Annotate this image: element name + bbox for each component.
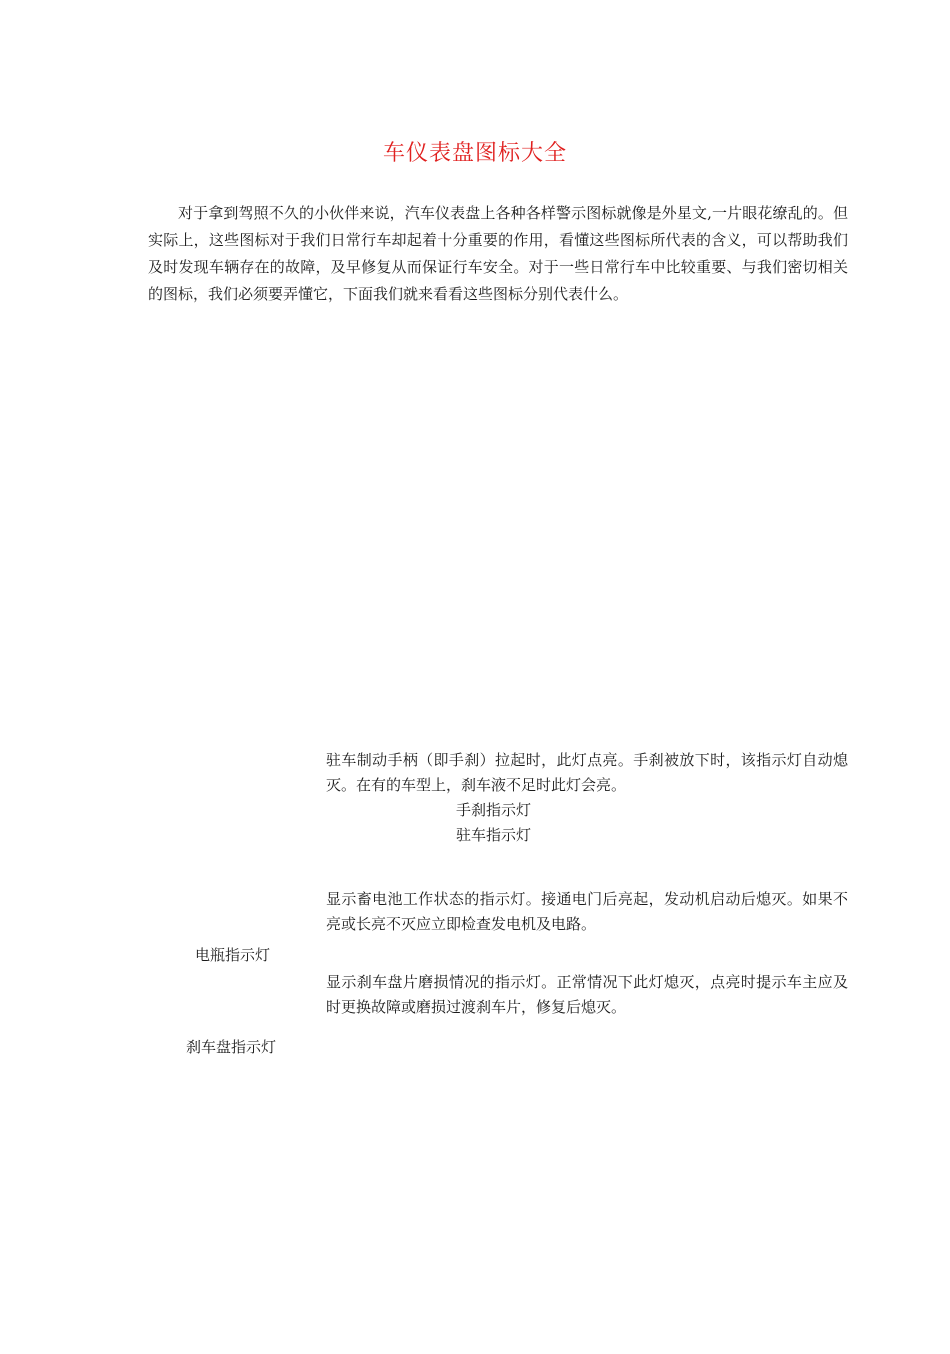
page-title: 车仪表盘图标大全 (382, 141, 567, 166)
handbrake-label: 手刹指示灯 (456, 801, 532, 819)
brake-pad-description: 显示刹车盘片磨损情况的指示灯。正常情况下此灯熄灭，点亮时提示车主应及时更换故障或磨损过渡刹车片，修复后熄灭。 (326, 973, 848, 1016)
battery-description: 显示畜电池工作状态的指示灯。接通电门后亮起，发动机启动后熄灭。如果不亮或长亮不灭应立即检查发电机及电路。 (326, 890, 848, 933)
parking-label: 驻车指示灯 (456, 826, 532, 844)
battery-label: 电瓶指示灯 (195, 946, 271, 964)
handbrake-description: 驻车制动手柄（即手刹）拉起时，此灯点亮。手刹被放下时，该指示灯自动熄灭。在有的车型上，刹车液不足时此灯会亮。 (326, 751, 848, 794)
intro-paragraph: 对于拿到驾照不久的小伙伴来说，汽车仪表盘上各种各样警示图标就像是外星文,一片眼花缭乱的。但实际上，这些图标对于我们日常行车却起着十分重要的作用，看懂这些图标所代表的含义，可以帮助我们及时发现车辆存在的故障，及早修复从而保证行车安全。对于一些日常行车中比较重要、与我们密切相关的图标，我们必须要弄懂它，下面我们就来看看这些图标分别代表什么。 (148, 204, 848, 303)
brake-pad-label: 刹车盘指示灯 (186, 1038, 277, 1056)
